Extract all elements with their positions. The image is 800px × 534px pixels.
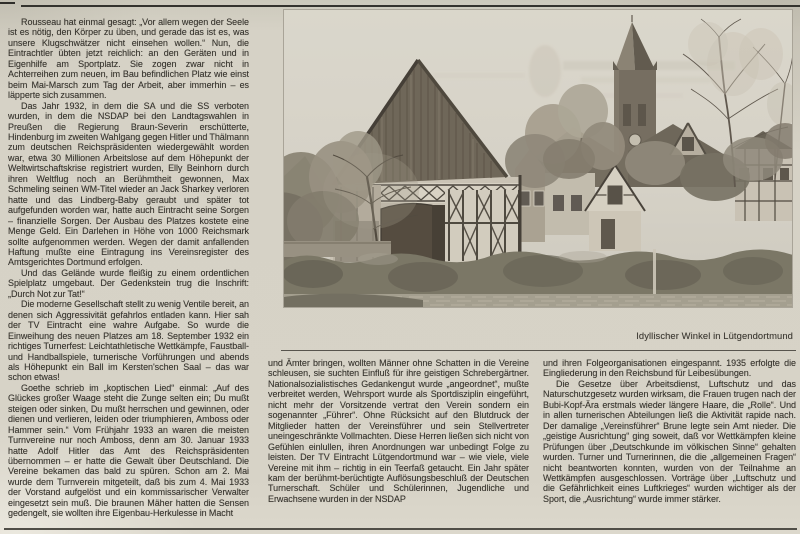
bottom-rule	[4, 528, 797, 530]
paragraph: Goethe schrieb im „koptischen Lied“ einmal: „Auf des Glückes großer Waage steht die Zunge selten ein; Du mußt steigen oder sinken, Du mußt herrschen und gewinnen, oder dienen und verlieren, leiden oder triumphieren, Amboss oder Hammer sein.“ Vom Frühjahr 1933 an waren die meisten Turnvereine nur noch Amboss, denn am 30. Januar 1933 hatte Adolf Hitler das Amt des Reichspräsidenten übernommen – er hatte die Gewalt über Deutschland. Die Vereine bekamen das bald zu spüren. Schon am 2. Mai wurde dem Turnverein mitgeteilt, daß bis zum 4. Mai 1933 der Vorstand aufgelöst und ein kommissarischer Verwalter eingesetzt sein muß. Die braunen Mäher hatten die Sensen gedengelt, sie wollten ihre Eigenbau-Herkulesse in Macht	[8, 382, 249, 519]
photo-lutgendortmund	[283, 9, 793, 308]
paragraph: Die moderne Gesellschaft stellt zu wenig Ventile bereit, an denen sich Aggressivität gefahrlos entladen kann. Hier sah der TV Eintracht eine wahre Aufgabe. So wurde die Einweihung des neuen Platzes am 18. September 1932 ein richtiges Turnerfest: Leichtathletische Wettkämpfe, Faustball- und Handballspiele, turnerische Vorführungen und abends als Höhepunkt ein Ball im Kersten'schen Saal – das war schon etwas!	[8, 299, 249, 383]
text-column-right	[543, 358, 796, 526]
caption-rule	[281, 350, 796, 351]
paragraph: Und das Gelände wurde fleißig zu einem ordentlichen Spielplatz umgebaut. Der Gedenkstein trug die Inschrift: „Durch Not zur Tat!“	[8, 267, 249, 299]
top-rule	[21, 5, 800, 7]
paragraph: und Ämter bringen, wollten Männer ohne Schatten in die Vereine schleusen, sie suchten Einfluß für ihre geistigen Schrebergärtner. Nationalsozialistisches Gedankengut wurde „angeordnet“, mußte verbreitet werden, Wehrsport wurde als Sportdisziplin eingeführt, nicht mehr der Vorsitzende vertrat den Verein sondern ein sogenannter „Führer“. Ohne Rücksicht auf den Blutdruck der Mitglieder hatten der Vereinsführer und sein Stellvertreter uneingeschränkte Vollmachten. Diese Herren ließen sich nicht von Gefühlen einlullen, ihren Anordnungen war unbedingt Folge zu leisten. Der TV Eintracht Lütgendortmund war – wie viele, viele Vereine mit ihm – richtig in ein Teerfaß getaucht. Ein Jahr später kam der berühmt-berüchtigte Auflösungsbeschluß der Deutschen Turnerschaft. Schüler und Schülerinnen, Jugendliche und Erwachsene wurden in der NSDAP	[268, 358, 529, 504]
photo-caption: Idyllischer Winkel in Lütgendortmund	[636, 330, 793, 341]
paragraph: Die Gesetze über Arbeitsdienst, Luftschutz und das Naturschutzgesetz wurden wirksam, die Frauen trugen nach der Bubi-Kopf-Ära erstmals wieder längere Haare, die „Rolle“. Und in allen turnerischen Abteilungen ließ die Aktivität rapide nach. Der damalige „Vereinsführer“ Brune legte sein Amt nieder. Die „geistige Ausrichtung“ ging soweit, daß vor Wettkämpfen kleine Prüfungen über „Deutschkunde im völkischen Sinne“ gehalten wurden. Turner und Turnerinnen, die die „allgemeinen Fragen“ nicht beantworten konnten, wurden von der Teilnahme an Wettkämpfen ausgeschlossen. Vorträge über „Luftschutz und die Gefährlichkeit eines Luftkrieges“ wurden wichtiger als der Sport, die „Ausrichtung“ wurde immer stärker.	[543, 378, 796, 504]
photo-illustration	[283, 9, 793, 308]
top-edge-dash	[0, 2, 15, 4]
paragraph: Rousseau hat einmal gesagt: „Vor allem wegen der Seele ist es nötig, den Körper zu üben, und gerade das ist es, was unsere Klugschwätzer nicht einsehen wollen.“ Nun, die Eintrachtler übten jetzt reichlich: an den Geräten und in Eigenhilfe am Sportplatz. Sie zogen zwar nicht in Achterreihen zum neuen, im Bau befindlichen Platz wie einst beim Mai-Marsch zum Tag der Arbeit, aber immerhin – es läpperte sich zusammen.	[8, 17, 249, 101]
text-column-middle	[268, 358, 529, 526]
paragraph: Das Jahr 1932, in dem die SA und die SS verboten wurden, in dem die NSDAP bei den Landtagswahlen in Preußen die Regierung Braun-Severin erschütterte, Hindenburg im zweiten Wahlgang gegen Hitler und Thälmann zum deutschen Reichspräsidenten wiedergewählt worden war, etwa 30 Millionen Arbeitslose auf dem Höhepunkt der Weltwirtschaftskrise registriert wurden, Elly Beinhorn durch ihren Weltflug noch an Berühmtheit gewonnen, Max Schmeling seinen WM-Titel wieder an Jack Sharkey verloren hatte und das Lindberg-Baby geraubt und später tot aufgefunden worden war, hatte auch Eintracht seine Sorgen – finanzielle Sorgen. Der Ausbau des Platzes kostete eine Menge Geld. Ein Darlehen in Höhe von 1000 Reichsmark sollte aufgenommen werden. Wegen der damit anfallenden Haftung mußte eine Eintragung ins Vereinsregister des Amtsgerichtes Dortmund erfolgen.	[8, 100, 249, 268]
text-column-left	[8, 17, 249, 528]
paragraph: und ihren Folgeorganisationen eingespannt. 1935 erfolgte die Eingliederung in den Reichsbund für Leibesübungen.	[543, 358, 796, 379]
sepia-wash	[283, 9, 793, 308]
